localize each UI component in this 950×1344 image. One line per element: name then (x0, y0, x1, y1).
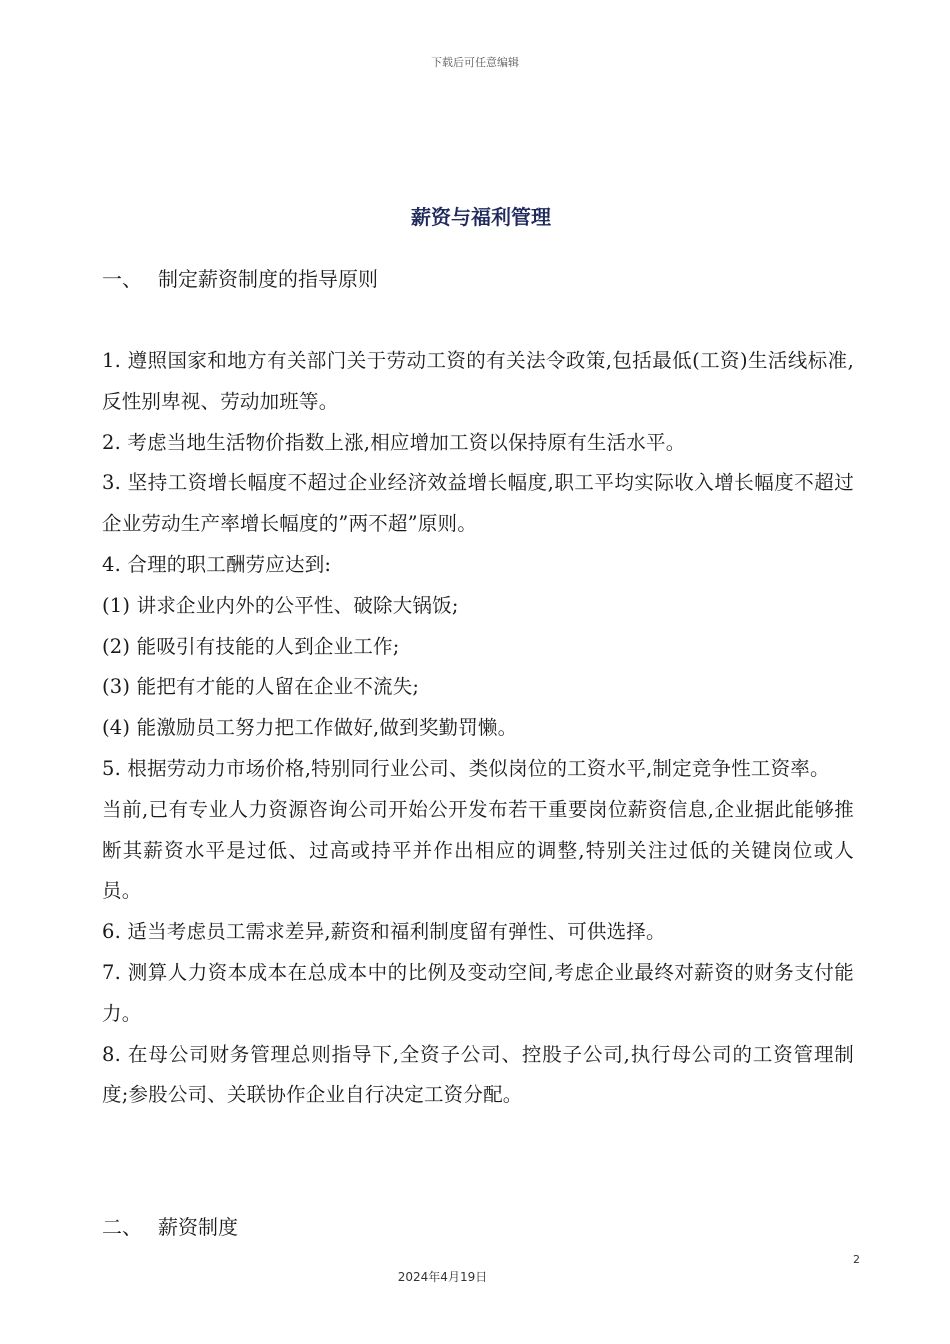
paragraph-3: 3. 坚持工资增长幅度不超过企业经济效益增长幅度,职工平均实际收入增长幅度不超过企业劳动生产率增长幅度的”两不超”原则。 (102, 471, 854, 536)
section-heading-2 (102, 1211, 238, 1240)
section-heading-text: 制定薪资制度的指导原则 (158, 267, 378, 291)
paragraph-4-3: (3) 能把有才能的人留在企业不流失; (102, 675, 420, 699)
paragraph-4-2: (2) 能吸引有技能的人到企业工作; (102, 634, 400, 658)
section-number: 二、 (102, 1215, 142, 1239)
paragraph-6: 6. 适当考虑员工需求差异,薪资和福利制度留有弹性、可供选择。 (102, 920, 666, 944)
section-number: 一、 (102, 267, 142, 291)
section-heading-1 (102, 263, 378, 292)
paragraph-4-1: (1) 讲求企业内外的公平性、破除大锅饭; (102, 593, 459, 617)
paragraph-7: 7. 测算人力资本成本在总成本中的比例及变动空间,考虑企业最终对薪资的财务支付能力。 (102, 960, 854, 1025)
paragraph-1: 1. 遵照国家和地方有关部门关于劳动工资的有关法令政策,包括最低(工资)生活线标准,反性别卑视、劳动加班等。 (102, 349, 854, 413)
footer-date: 2024年4月19日 (397, 1270, 488, 1284)
header-note: 下载后可任意编辑 (431, 56, 519, 69)
section-heading-text: 薪资制度 (158, 1215, 238, 1239)
paragraph-2: 2. 考虑当地生活物价指数上涨,相应增加工资以保持原有生活水平。 (102, 430, 686, 454)
paragraph-4-4: (4) 能激励员工努力把工作做好,做到奖勤罚懒。 (102, 716, 518, 740)
body-text (102, 341, 854, 1116)
paragraph-5-note: 当前,已有专业人力资源咨询公司开始公开发布若干重要岗位薪资信息,企业据此能够推断其薪资水平是过低、过高或持平并作出相应的调整,特别关注过低的关键岗位或人员。 (102, 797, 854, 903)
page-number: 2 (853, 1253, 860, 1266)
paragraph-5: 5. 根据劳动力市场价格,特别同行业公司、类似岗位的工资水平,制定竞争性工资率。 (102, 756, 830, 780)
document-title: 薪资与福利管理 (411, 205, 551, 229)
paragraph-4: 4. 合理的职工酬劳应达到: (102, 552, 332, 576)
paragraph-8: 8. 在母公司财务管理总则指导下,全资子公司、控股子公司,执行母公司的工资管理制度;参股公司、关联协作企业自行决定工资分配。 (102, 1042, 854, 1107)
